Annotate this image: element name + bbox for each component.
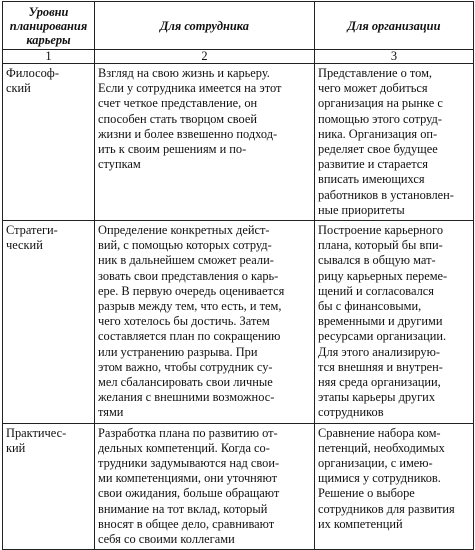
- cell-line: жизни и более взвешенно подход-: [98, 126, 278, 141]
- cell-line: их компетенций: [318, 516, 403, 531]
- cell-line: щимися у сотрудников.: [318, 471, 441, 486]
- cell-line: счет четкое представление, он: [98, 96, 258, 111]
- level-cell: [3, 64, 95, 221]
- cell-line: мел сбалансировать свои личные: [98, 375, 273, 390]
- cell-line: ить к своим решениям и по-: [98, 142, 247, 157]
- employee-cell: [95, 64, 315, 221]
- cell-line: ника. Организация оп-: [318, 126, 438, 141]
- cell-line: чего может добиться: [318, 81, 428, 96]
- cell-line: вписать имеющихся: [318, 172, 425, 187]
- column-number: 2: [95, 50, 315, 64]
- cell-line: ресурсами организации.: [318, 329, 447, 344]
- cell-line: дельных компетенций. Когда со-: [98, 440, 270, 455]
- cell-line: щений и согласовался: [318, 283, 434, 298]
- cell-line: Практичес-: [6, 425, 67, 440]
- column-number-row: [3, 50, 474, 64]
- employee-cell: [95, 221, 315, 424]
- cell-line: помощью этого сотруд-: [318, 111, 442, 126]
- cell-line: внимание на тот вклад, который: [98, 501, 268, 516]
- cell-line: ник в дальнейшем сможет реали-: [98, 253, 274, 268]
- header-levels: Уровни планирования карьеры: [3, 2, 95, 50]
- column-number: 3: [315, 50, 474, 64]
- cell-line: Определение конкретных дейст-: [98, 223, 270, 238]
- cell-line: Построение карьерного: [318, 223, 444, 238]
- cell-line: петенций, необходимых: [318, 440, 445, 455]
- organization-cell: [315, 221, 474, 424]
- cell-line: ные приоритеты: [318, 202, 405, 217]
- cell-line: зовать свои представления о карь-: [98, 268, 279, 283]
- column-number: 1: [3, 50, 95, 64]
- cell-line: вносят в общее дело, сравнивают: [98, 516, 275, 531]
- cell-line: тся внешняя и внутрен-: [318, 359, 443, 374]
- cell-line: ми компетенциями, они уточняют: [98, 471, 278, 486]
- table-row: [3, 64, 474, 221]
- cell-line: ступкам: [98, 157, 141, 172]
- cell-line: тями: [98, 405, 124, 420]
- cell-line: временными и другими: [318, 314, 443, 329]
- cell-line: способен стать творцом своей: [98, 111, 257, 126]
- cell-line: Решение о выборе: [318, 486, 415, 501]
- cell-line: составляется план по сокращению: [98, 329, 281, 344]
- organization-cell: [315, 423, 474, 550]
- level-cell: [3, 221, 95, 424]
- cell-line: Сравнение набора ком-: [318, 425, 441, 440]
- cell-line: или устранению разрыва. При: [98, 344, 258, 359]
- cell-line: бы с финансовыми,: [318, 299, 422, 314]
- cell-line: Для этого анализирую-: [318, 344, 440, 359]
- cell-line: Взгляд на свою жизнь и карьеру.: [98, 66, 270, 80]
- cell-line: Разработка плана по развитию от-: [98, 425, 278, 440]
- cell-line: этапы карьеры других: [318, 390, 436, 405]
- cell-line: разрыв между тем, что есть, и тем,: [98, 299, 282, 314]
- cell-line: сотрудников: [318, 405, 384, 420]
- cell-line: рицу карьерных переме-: [318, 268, 448, 283]
- cell-line: работников в установлен-: [318, 187, 454, 202]
- organization-cell: [315, 64, 474, 221]
- cell-line: кий: [6, 440, 26, 455]
- cell-line: чего хотелось бы достичь. Затем: [98, 314, 270, 329]
- cell-line: плана, который бы впи-: [318, 238, 443, 253]
- cell-line: трудники задумываются над свои-: [98, 456, 280, 471]
- cell-line: сотрудников для развития: [318, 501, 455, 516]
- cell-line: ческий: [6, 238, 43, 253]
- cell-line: желания с внешними возможнос-: [98, 390, 275, 405]
- cell-line: Философ-: [6, 66, 59, 80]
- header-organization: Для организации: [315, 2, 474, 50]
- employee-cell: [95, 423, 315, 550]
- cell-line: няя среда организации,: [318, 375, 441, 390]
- header-row: [3, 2, 474, 50]
- cell-line: ределяет свое будущее: [318, 142, 438, 157]
- cell-line: организации, с имею-: [318, 456, 433, 471]
- cell-line: Стратеги-: [6, 223, 58, 238]
- cell-line: ере. В первую очередь оценивается: [98, 283, 285, 298]
- cell-line: организация на рынке с: [318, 96, 443, 111]
- cell-line: сывался в общую мат-: [318, 253, 436, 268]
- cell-line: вий, с помощью которых сотруд-: [98, 238, 272, 253]
- table-row: [3, 221, 474, 424]
- cell-line: Представление о том,: [318, 66, 433, 80]
- career-planning-table: [2, 1, 474, 550]
- level-cell: [3, 423, 95, 550]
- cell-line: свои ожидания, больше обращают: [98, 486, 280, 501]
- cell-line: развитие и старается: [318, 157, 428, 172]
- cell-line: этом важно, чтобы сотрудник су-: [98, 359, 273, 374]
- header-employee: Для сотрудника: [95, 2, 315, 50]
- cell-line: себя со своими коллегами: [98, 532, 235, 547]
- table-row: [3, 423, 474, 550]
- cell-line: ский: [6, 81, 31, 96]
- cell-line: Если у сотрудника имеется на этот: [98, 81, 282, 96]
